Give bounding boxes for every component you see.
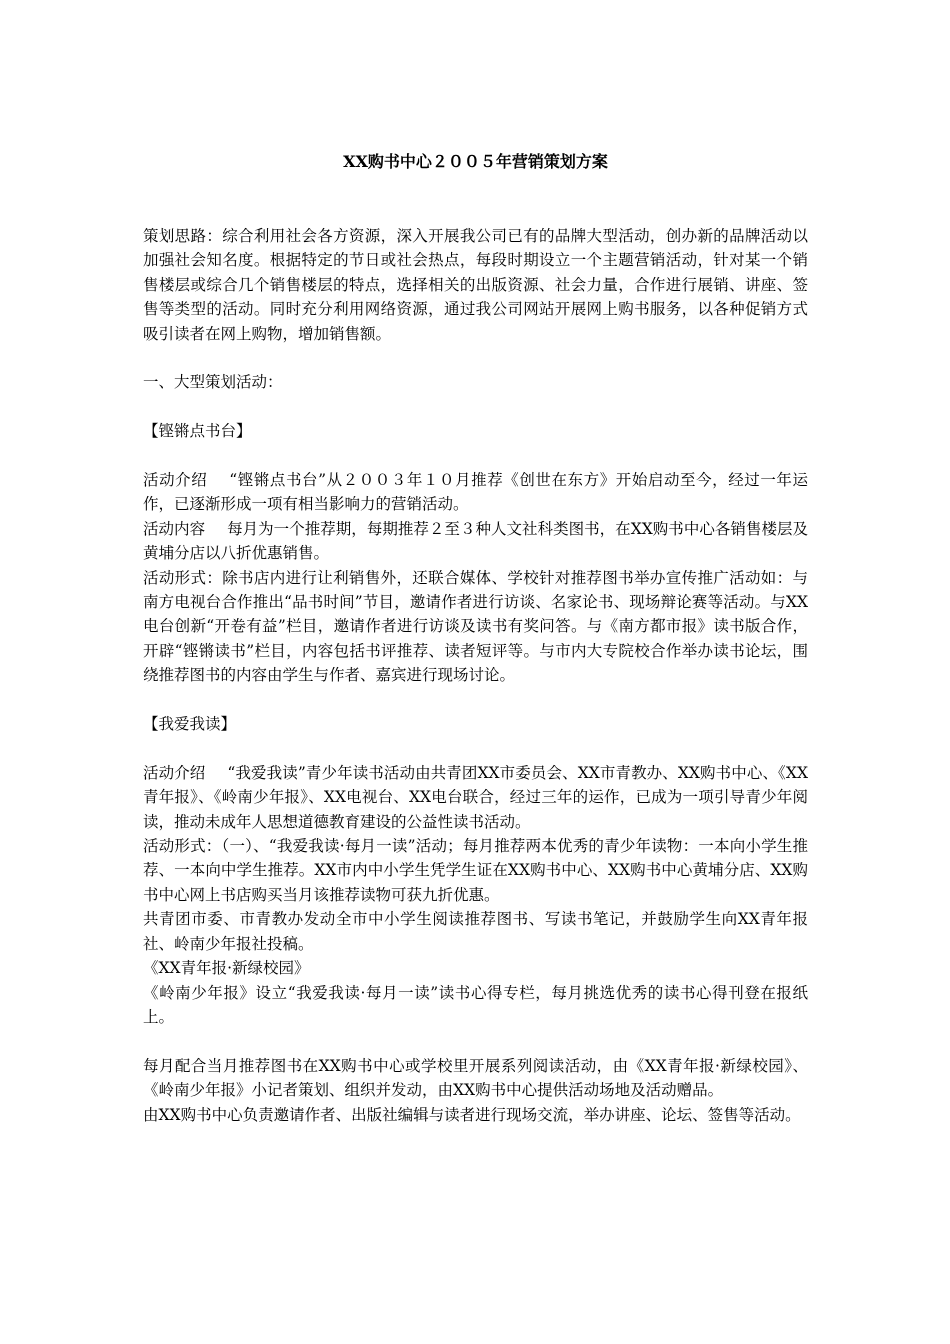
activity2-intro [143, 761, 808, 834]
activity2-para6: 每月配合当月推荐图书在XX购书中心或学校里开展系列阅读活动，由《XX青年报·新绿校园》、《岭南少年报》小记者策划、组织并发动，由XX购书中心提供活动场地及活动赠品。 [143, 1056, 808, 1100]
activity1-intro-label: 活动介绍 [143, 471, 208, 490]
activity2-form: 活动形式：（一）、“我爱我读·每月一读”活动；每月推荐两本优秀的青少年读物：一本向小学生推荐、一本向中学生推荐。XX市内中小学生凭学生证在XX购书中心、XX购书中心黄埔分店、XX购书中心网上书店购买当月该推荐读物可获九折优惠。 [143, 837, 808, 904]
activity1-intro-text: “铿锵点书台”从２００３年１０月推荐《创世在东方》开始启动至今，经过一年运作，已逐渐形成一项有相当影响力的营销活动。 [143, 471, 808, 514]
activity1-content-text: 每月为一个推荐期，每期推荐２至３种人文社科类图书，在XX购书中心各销售楼层及黄埔分店以八折优惠销售。 [143, 519, 808, 563]
activity1-form: 活动形式：除书店内进行让利销售外，还联合媒体、学校针对推荐图书举办宣传推广活动如：与南方电视台合作推出“品书时间”节目，邀请作者进行访谈、名家论书、现场辩论赛等活动。与XX电台创新“开卷有益”栏目，邀请作者进行访谈及读书有奖问答。与《南方都市报》读书版合作，开辟“铿锵读书”栏目，内容包括书评推荐、读者短评等。与市内大专院校合作举办读书论坛，围绕推荐图书的内容由学生与作者、嘉宾进行现场讨论。 [143, 568, 808, 685]
activity2-intro-text: “我爱我读”青少年读书活动由共青团XX市委员会、XX市青教办、XX购书中心、《XX青年报》、《岭南少年报》、XX电视台、XX电台联合，经过三年的运作，已成为一项引导青少年阅读，推动未成年人思想道德教育建设的公益性读书活动。 [143, 763, 808, 831]
document-title: XX购书中心２００５年营销策划方案 [343, 152, 608, 171]
activity2-para7: 由XX购书中心负责邀请作者、出版社编辑与读者进行现场交流，举办讲座、论坛、签售等活动。 [143, 1105, 801, 1124]
intro-paragraph: 策划思路：综合利用社会各方资源，深入开展我公司已有的品牌大型活动，创办新的品牌活动以加强社会知名度。根据特定的节日或社会热点，每段时期设立一个主题营销活动，针对某一个销售楼层或综合几个销售楼层的特点，选择相关的出版资源、社会力量，合作进行展销、讲座、签售等类型的活动。同时充分利用网络资源，通过我公司网站开展网上购书服务，以各种促销方式吸引读者在网上购物，增加销售额。 [143, 227, 808, 343]
activity1-content-label: 活动内容 [143, 519, 206, 538]
activity1-heading: 【铿锵点书台】 [143, 422, 252, 441]
activity2-para4: 《XX青年报·新绿校园》 [143, 959, 310, 978]
activity2-para5: 《岭南少年报》设立“我爱我读·每月一读”读书心得专栏，每月挑选优秀的读书心得刊登在报纸上。 [143, 983, 808, 1026]
activity1-content [143, 517, 808, 566]
activity2-intro-label: 活动介绍 [143, 763, 206, 782]
document-body [143, 224, 808, 1127]
activity1-intro [143, 468, 808, 517]
activity2-heading: 【我爱我读】 [143, 715, 237, 734]
activity2-para3: 共青团市委、市青教办发动全市中小学生阅读推荐图书、写读书笔记，并鼓励学生向XX青年报社、岭南少年报社投稿。 [143, 910, 808, 953]
section-heading: 一、大型策划活动： [143, 373, 283, 392]
